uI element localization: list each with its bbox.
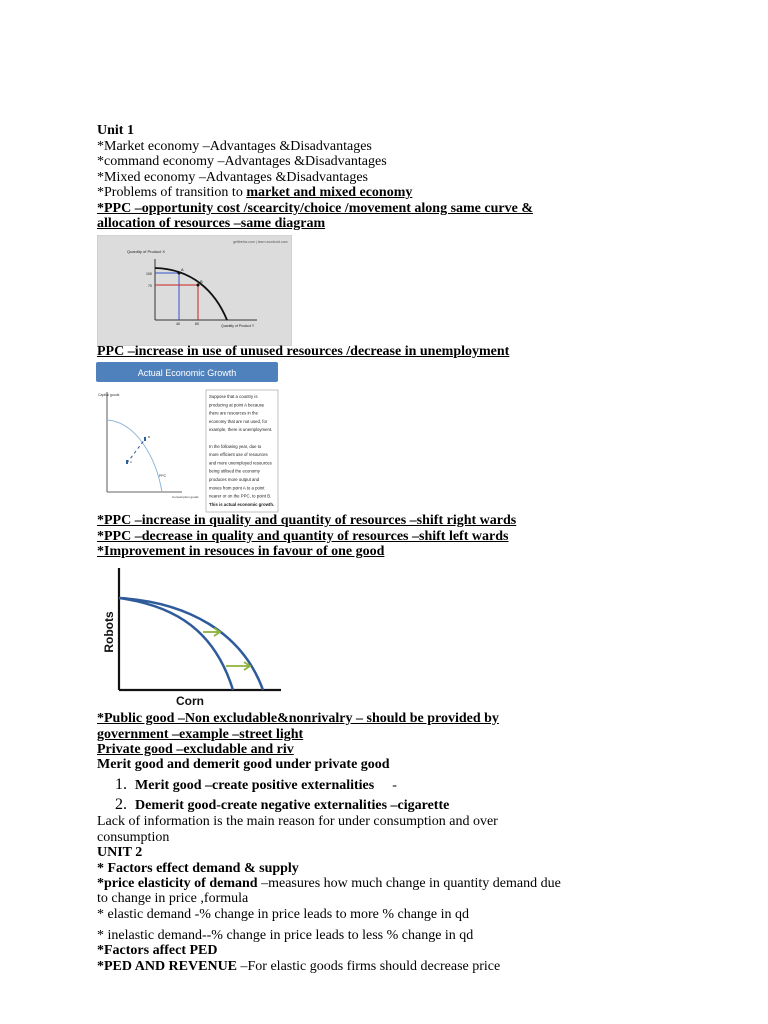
- point-b-label: B: [200, 279, 203, 284]
- robots-axis-label: Robots: [102, 611, 116, 653]
- ped-definition-line-1: [97, 876, 561, 891]
- ppc-unused-resources-line: PPC –increase in use of unused resources /decrease in unemployment: [97, 344, 510, 359]
- explanation-line: nearer or on the PPC, to point B.: [209, 493, 272, 499]
- merit-good-text: Merit good –create positive externalities: [135, 778, 375, 793]
- fig2-ppc-curve: [107, 420, 162, 492]
- original-ppc-curve: [119, 598, 233, 690]
- demerit-good-item: Demerit good-create negative externalities –cigarette: [135, 798, 450, 813]
- ppc-shift-right-line: *PPC –increase in quality and quantity of resources –shift right wards: [97, 513, 517, 528]
- explanation-line: producing at point A because: [209, 402, 265, 408]
- private-good-line: Private good –excludable and riv: [97, 742, 294, 757]
- explanation-line: This is actual economic growth.: [209, 501, 275, 507]
- explanation-line: economy that are not used, for: [209, 418, 268, 424]
- demerit-number: 2.: [115, 796, 127, 813]
- ppc-allocation-line: allocation of resources –same diagram: [97, 216, 326, 231]
- inelastic-demand-line: * inelastic demand--% change in price leads to less % change in qd: [97, 928, 474, 943]
- y-tick-100: 100: [146, 272, 152, 276]
- mixed-economy-line: *Mixed economy –Advantages &Disadvantages: [97, 170, 368, 185]
- ppc-opportunity-cost-diagram: [97, 235, 292, 346]
- merit-good-item: [135, 778, 397, 793]
- explanation-line: example, there is unemployment.: [209, 427, 273, 433]
- ped-definition-text: –measures how much change in quantity demand due: [257, 876, 561, 891]
- problems-transition-line: [97, 185, 412, 200]
- point-b-marker: [144, 437, 146, 441]
- explanation-line: more efficient use of resources: [209, 452, 268, 458]
- ped-term: *price elasticity of demand: [97, 876, 258, 891]
- fig2-ppc-label: PPC: [159, 474, 167, 478]
- capital-goods-label: Capital goods: [98, 393, 120, 397]
- point-a-marker: [126, 460, 128, 464]
- explanation-line: there are resources in the: [209, 410, 258, 416]
- ppc-improvement-line: *Improvement in resouces in favour of one good: [97, 544, 385, 559]
- fig2-point-b-label: B: [148, 435, 151, 439]
- elastic-demand-line: * elastic demand -% change in price leads to more % change in qd: [97, 907, 470, 922]
- market-economy-line: *Market economy –Advantages &Disadvantages: [97, 139, 372, 154]
- problems-underlined: market and mixed economy: [246, 185, 413, 200]
- shifted-ppc-curve: [119, 598, 263, 690]
- unit-2-heading: UNIT 2: [97, 845, 143, 860]
- point-a-label: A: [181, 267, 184, 272]
- y-tick-70: 70: [148, 284, 152, 288]
- lack-info-line-1: Lack of information is the main reason for under consumption and over: [97, 814, 498, 829]
- actual-economic-growth-diagram: [96, 362, 280, 514]
- merit-dash: -: [392, 778, 397, 793]
- explanation-line: In the following year, due to: [209, 443, 262, 449]
- explanation-line: moves from point A to a point: [209, 485, 265, 491]
- command-economy-line: *command economy –Advantages &Disadvantages: [97, 154, 387, 169]
- banner-title: Actual Economic Growth: [137, 368, 237, 378]
- factors-demand-supply-line: * Factors effect demand & supply: [97, 861, 299, 876]
- public-good-line-1: *Public good –Non excludable&nonrivalry – should be provided by: [97, 711, 499, 726]
- ped-definition-line-2: to change in price ,formula: [97, 891, 249, 906]
- explanation-line: being utilised the economy: [209, 468, 260, 474]
- x-axis-label: Quantity of Product Y: [221, 324, 255, 328]
- ped-revenue-text: –For elastic goods firms should decrease price: [237, 959, 501, 974]
- ped-revenue-term: *PED AND REVENUE: [97, 959, 238, 974]
- factors-ped-line: *Factors affect PED: [97, 943, 218, 958]
- lack-info-line-2: consumption: [97, 830, 170, 845]
- ped-revenue-line: [97, 959, 500, 974]
- diagram-logo-text: getfirefox.com | learn.ecodroid.com: [233, 240, 288, 244]
- robots-corn-ppc-diagram: [97, 562, 283, 710]
- corn-axis-label: Corn: [176, 694, 204, 708]
- explanation-line: and more unemployed resources: [209, 460, 272, 466]
- y-axis-label: Quantity of Product X: [127, 249, 166, 254]
- x-tick-60: 60: [195, 322, 199, 326]
- unit-1-heading: Unit 1: [97, 123, 134, 138]
- explanation-line: Suppose that a country is: [209, 394, 258, 399]
- explanation-line: produces more output and: [209, 477, 260, 482]
- ppc-opportunity-line: *PPC –opportunity cost /scearcity/choice /movement along same curve &: [97, 201, 533, 216]
- fig2-point-a-label: A: [130, 460, 133, 464]
- ppc-shift-left-line: *PPC –decrease in quality and quantity of resources –shift left wards: [97, 529, 509, 544]
- public-good-line-2: government –example –street light: [97, 727, 304, 742]
- merit-demerit-heading: Merit good and demerit good under private good: [97, 757, 390, 772]
- merit-number: 1.: [115, 776, 127, 793]
- consumption-goods-label: Consumption goods: [172, 495, 199, 499]
- problems-text: *Problems of transition to: [97, 185, 247, 200]
- x-tick-40: 40: [176, 322, 180, 326]
